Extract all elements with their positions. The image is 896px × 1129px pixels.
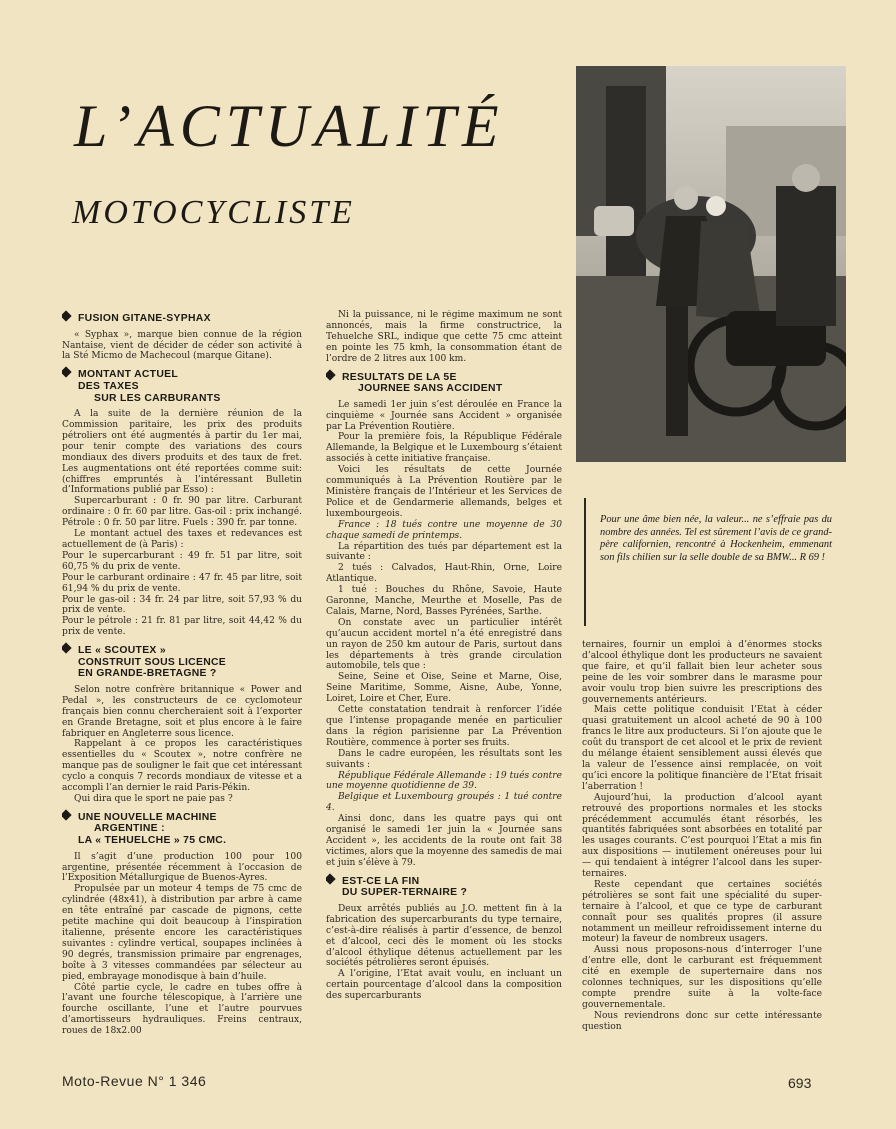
bullet-diamond-icon — [62, 809, 72, 820]
bullet-diamond-icon — [62, 367, 72, 378]
page-title: L’ACTUALITÉ — [74, 93, 505, 159]
photo-motorcyclists — [576, 66, 846, 462]
paragraph: Selon notre confrère britannique « Power and Pedal », les constructeurs de ce cyclomoteur français bien connu chercheraient soit à l’exporter en Grande Bretagne, soit et plus encore à le faire fabriquer en Angleterre sous licence. — [62, 684, 302, 739]
paragraph: Dans le cadre européen, les résultats sont les suivants : — [326, 748, 562, 770]
paragraph: Cette constatation tendrait à renforcer l’idée que l’intense propagande menée en particulier dans la région parisienne par La Prévention Routière, commence à porter ses fruits. — [326, 705, 562, 748]
column-3 — [582, 640, 822, 1066]
paragraph: Deux arrêtés publiés au J.O. mettent fin à la fabrication des supercarburants du type ternaire, c’est-à-dire réalisés à partir d’essence, de benzol et d’alcool, ceci dès le moment où les stocks d’alcool éthylique détenus actuellement par les sociétés pétrolières seront épuisés. — [326, 903, 562, 969]
photo-caption: Pour une âme bien née, la valeur... ne s’effraie pas du nombre des années. Tel est sûrement l’avis de ce grand-père californien, rencontré à Hockenheim, emmenant son fils chilien sur la selle double de sa BMW... R 69 ! — [600, 514, 833, 563]
paragraph: 1 tué : Bouches du Rhône, Savoie, Haute Garonne, Manche, Meurthe et Moselle, Pas de Calais, Marne, Nord, Basses Pyrénées, Sarthe. — [326, 585, 562, 617]
column-1 — [62, 306, 302, 1066]
paragraph: Pour la première fois, la République Fédérale Allemande, la Belgique et le Luxembourg s’étaient associés à cette initiative française. — [326, 432, 562, 465]
section-heading: UNE NOUVELLE MACHINE ARGENTINE : LA « TEHUELCHE » 75 CMC. — [62, 811, 302, 847]
paragraph: Pour le pétrole : 21 fr. 81 par litre, soit 44,42 % du prix de vente. — [62, 616, 302, 638]
paragraph: Côté partie cycle, le cadre en tubes offre à l’avant une fourche télescopique, à l’arrière une fourche oscillante, l’une et l’autre pourvues d’amortisseurs hydrauliques. Freins centraux, roues de 18x2.00 — [62, 982, 302, 1037]
bullet-diamond-icon — [326, 369, 336, 380]
paragraph: Propulsée par un moteur 4 temps de 75 cmc de cylindrée (48x41), à distribution par arbre à came en tête entraîné par cascade de pignons, cette petite machine qui doit beaucoup à l’inspiration italienne, présente encore les caractéristiques suivantes : cylindre vertical, soupapes inclinées à 90 degrés, transmission primaire par engrenages, boîte à 3 vitesses commandées par sélecteur au pied, embrayage monodisque à bain d’huile. — [62, 884, 302, 982]
bullet-diamond-icon — [62, 642, 72, 653]
paragraph: Il s’agit d’une production 100 pour 100 argentine, présentée récemment à l’occasion de l’Exposition Métallurgique de Buenos-Ayres. — [62, 851, 302, 884]
paragraph: La répartition des tués par département est la suivante : — [326, 541, 562, 563]
section-heading: MONTANT ACTUEL DES TAXES SUR LES CARBURANTS — [62, 368, 302, 404]
paragraph: Pour le carburant ordinaire : 47 fr. 45 par litre, soit 61,94 % du prix de vente. — [62, 572, 302, 594]
paragraph: Seine, Seine et Oise, Seine et Marne, Oise, Seine Maritime, Somme, Aisne, Aube, Yonne, Loiret, Loire et Cher, Eure. — [326, 672, 562, 705]
paragraph: Voici les résultats de cette Journée communiqués à La Prévention Routière par le Ministère français de l’Intérieur et les Services de Police et de Gendarmerie allemands, belges et luxembourgeois. — [326, 465, 562, 519]
section-heading: LE « SCOUTEX » CONSTRUIT SOUS LICENCE EN GRANDE-BRETAGNE ? — [62, 644, 302, 680]
section-heading: RESULTATS DE LA 5E JOURNEE SANS ACCIDENT — [326, 371, 562, 395]
paragraph: ternaires, fournir un emploi à d’énormes stocks d’alcool éthylique dont les producteurs ne savaient que faire, et qu’il fallait bien leur acheter sous peine de les voir sombrer dans le marasme pour avoir voulu trop bien suivre les prescriptions des gouvernements antérieurs. — [582, 640, 822, 705]
paragraph: Aussi nous proposons-nous d’interroger l’une d’entre elle, dont le carburant est fréquemment cité en exemple de superternaire dans nos colonnes techniques, sur les dispositions qu’elle compte prendre suite à la volte-face gouvernementale. — [582, 945, 822, 1010]
paragraph: Rappelant à ce propos les caractéristiques essentielles du « Scoutex », notre confrère ne manque pas de souligner le fait que cet intéressant cyclo a conquis 7 records mondiaux de vitesse et a accompli l’an dernier le raid Paris-Pékin. — [62, 739, 302, 794]
column-2 — [326, 310, 562, 1066]
paragraph: Reste cependant que certaines sociétés pétrolières se sont fait une spécialité du super-ternaire à l’alcool, et que ce type de carburant connaît pour ses qualités propres (il assure notamment un meilleur refroidissement interne du moteur) la faveur de nombreux usagers. — [582, 879, 822, 945]
paragraph: On constate avec un particulier intérêt qu’aucun accident mortel n’a été enregistré dans un rayon de 250 km autour de Paris, surtout dans les départements à très grande circulation automobile, tels que : — [326, 617, 562, 672]
issue-number: N° 1 346 — [147, 1073, 207, 1089]
bullet-diamond-icon — [62, 310, 72, 321]
paragraph: Ainsi donc, dans les quatre pays qui ont organisé le samedi 1er juin la « Journée sans Accident », les accidents de la route ont fait 38 victimes, alors que la moyenne des samedis de mai et juin s’élève à 79. — [326, 814, 562, 868]
paragraph: Pour le gas-oil : 34 fr. 24 par litre, soit 57,93 % du prix de vente. — [62, 594, 302, 616]
paragraph: République Fédérale Allemande : 19 tués contre une moyenne quotidienne de 39. — [326, 770, 562, 792]
magazine-name: Moto-Revue — [62, 1073, 144, 1089]
paragraph: A l’origine, l’Etat avait voulu, en incluant un certain pourcentage d’alcool dans la composition des supercarburants — [326, 969, 562, 1002]
page-number: 693 — [788, 1075, 812, 1091]
paragraph: A la suite de la dernière réunion de la Commission paritaire, les prix des produits pétroliers ont été augmentés à partir du 1er mai, pour tenir compte des variations des cours mondiaux des divers produits et des taux de fret. Les augmentations ont été reportées comme suit: (chiffres empruntés à l’intéressant Bulletin d’Informations publié par Esso) : — [62, 409, 302, 496]
footer-issue — [62, 1073, 206, 1089]
paragraph: Belgique et Luxembourg groupés : 1 tué contre 4. — [326, 792, 562, 814]
paragraph: « Syphax », marque bien connue de la région Nantaise, vient de décider de céder son activité à la Sté Micmo de Machecoul (marque Gitane). — [62, 329, 302, 362]
paragraph: Mais cette politique conduisit l’Etat à céder quasi gratuitement un alcool acheté de 90 à 100 francs le litre aux producteurs. Si l’on ajoute que le coût du transport de cet alcool et le prix de revient du mélange étaient sensiblement aussi élevés que la valeur de l’essence ainsi remplacée, on voit qu’ici encore la politique financière de l’Etat frisait l’aberration ! — [582, 705, 822, 792]
paragraph: Aujourd’hui, la production d’alcool ayant retrouvé des proportions normales et les stocks précédemment accumulés étant résorbés, les quantités fabriquées sont absorbées en totalité par les usages courants. C’est pourquoi l’Etat a mis fin aux dispositions — inutilement onéreuses pour lui — qui tendaient à intégrer l’alcool dans les super-ternaires. — [582, 792, 822, 880]
section-heading: FUSION GITANE-SYPHAX — [62, 312, 302, 325]
paragraph: Ni la puissance, ni le régime maximum ne sont annoncés, mais la firme constructrice, la Tehuelche SRL, indique que cette 75 cmc atteint en pointe les 75 kmh, la consommation étant de l’ordre de 2 litres aux 100 km. — [326, 310, 562, 364]
paragraph: Supercarburant : 0 fr. 90 par litre. Carburant ordinaire : 0 fr. 60 par litre. Gas-oil : prix inchangé. Pétrole : 0 fr. 50 par litre. Fuels : 390 fr. par tonne. — [62, 496, 302, 529]
paragraph: Le samedi 1er juin s’est déroulée en France la cinquième « Journée sans Accident » organisée par La Prévention Routière. — [326, 399, 562, 432]
paragraph: 2 tués : Calvados, Haut-Rhin, Orne, Loire Atlantique. — [326, 563, 562, 585]
bullet-diamond-icon — [326, 873, 336, 884]
paragraph: Nous reviendrons donc sur cette intéressante question — [582, 1010, 822, 1032]
paragraph: France : 18 tués contre une moyenne de 30 chaque samedi de printemps. — [326, 519, 562, 541]
paragraph: Le montant actuel des taxes et redevances est actuellement de (à Paris) : — [62, 529, 302, 550]
paragraph: Qui dira que le sport ne paie pas ? — [74, 793, 233, 804]
page-subtitle: MOTOCYCLISTE — [72, 194, 355, 231]
paragraph: Pour le supercarburant : 49 fr. 51 par litre, soit 60,75 % du prix de vente. — [62, 550, 302, 572]
section-heading: EST-CE LA FIN DU SUPER-TERNAIRE ? — [326, 875, 562, 899]
